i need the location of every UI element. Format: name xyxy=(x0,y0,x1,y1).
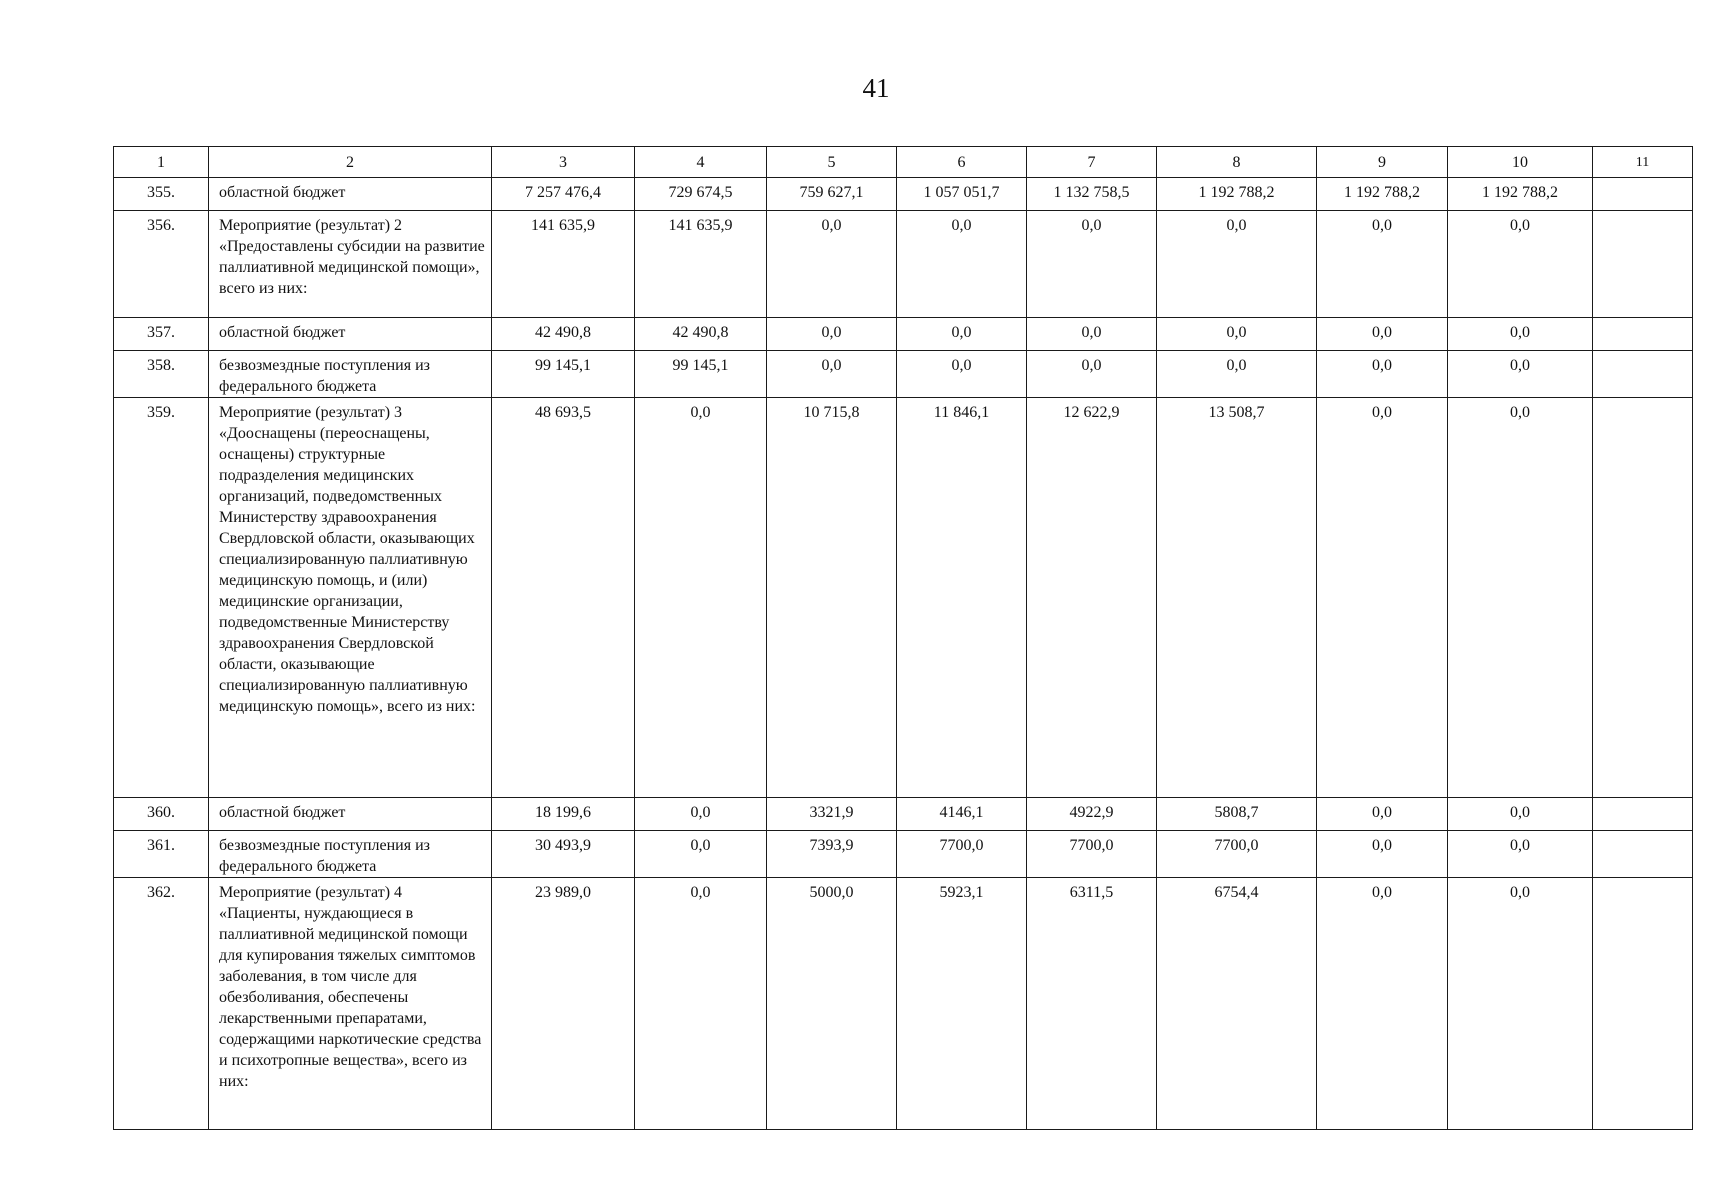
value-cell: 4146,1 xyxy=(897,798,1027,831)
value-cell: 0,0 xyxy=(897,318,1027,351)
value-cell: 0,0 xyxy=(635,878,767,1130)
row-name: безвозмездные поступления из федерального бюджета xyxy=(209,831,492,878)
value-cell: 0,0 xyxy=(1448,398,1593,798)
table-row xyxy=(114,878,1693,1130)
value-cell: 7700,0 xyxy=(1027,831,1157,878)
value-cell: 5000,0 xyxy=(767,878,897,1130)
column-number: 5 xyxy=(767,147,897,178)
value-cell: 23 989,0 xyxy=(492,878,635,1130)
value-cell: 0,0 xyxy=(897,211,1027,318)
value-cell: 0,0 xyxy=(635,798,767,831)
value-cell xyxy=(1593,398,1693,798)
column-number: 6 xyxy=(897,147,1027,178)
value-cell: 0,0 xyxy=(1317,318,1448,351)
value-cell: 0,0 xyxy=(1317,831,1448,878)
value-cell: 729 674,5 xyxy=(635,178,767,211)
value-cell xyxy=(1593,831,1693,878)
row-number: 357. xyxy=(114,318,209,351)
value-cell: 48 693,5 xyxy=(492,398,635,798)
column-number: 11 xyxy=(1593,147,1693,178)
value-cell: 99 145,1 xyxy=(492,351,635,398)
value-cell: 0,0 xyxy=(1027,211,1157,318)
column-number: 10 xyxy=(1448,147,1593,178)
value-cell: 10 715,8 xyxy=(767,398,897,798)
value-cell: 1 132 758,5 xyxy=(1027,178,1157,211)
column-number: 1 xyxy=(114,147,209,178)
value-cell: 7 257 476,4 xyxy=(492,178,635,211)
column-number: 3 xyxy=(492,147,635,178)
value-cell: 0,0 xyxy=(767,318,897,351)
table-row xyxy=(114,178,1693,211)
value-cell: 0,0 xyxy=(1157,351,1317,398)
value-cell: 7700,0 xyxy=(1157,831,1317,878)
value-cell: 6754,4 xyxy=(1157,878,1317,1130)
table-row xyxy=(114,318,1693,351)
value-cell: 7393,9 xyxy=(767,831,897,878)
value-cell: 3321,9 xyxy=(767,798,897,831)
value-cell: 0,0 xyxy=(1027,351,1157,398)
column-number-row xyxy=(114,147,1693,178)
value-cell xyxy=(1593,798,1693,831)
value-cell: 0,0 xyxy=(1448,211,1593,318)
value-cell: 1 192 788,2 xyxy=(1448,178,1593,211)
value-cell: 1 057 051,7 xyxy=(897,178,1027,211)
value-cell: 1 192 788,2 xyxy=(1317,178,1448,211)
value-cell xyxy=(1593,211,1693,318)
row-number: 360. xyxy=(114,798,209,831)
row-name: Мероприятие (результат) 2 «Предоставлены субсидии на развитие паллиативной медицинской помощи», всего из них: xyxy=(209,211,492,318)
column-number: 4 xyxy=(635,147,767,178)
value-cell xyxy=(1593,351,1693,398)
row-number: 361. xyxy=(114,831,209,878)
value-cell: 13 508,7 xyxy=(1157,398,1317,798)
value-cell: 0,0 xyxy=(1317,398,1448,798)
value-cell: 0,0 xyxy=(635,831,767,878)
column-number: 8 xyxy=(1157,147,1317,178)
value-cell: 5808,7 xyxy=(1157,798,1317,831)
value-cell: 0,0 xyxy=(635,398,767,798)
row-name: областной бюджет xyxy=(209,798,492,831)
value-cell: 0,0 xyxy=(1317,351,1448,398)
value-cell: 42 490,8 xyxy=(635,318,767,351)
value-cell: 12 622,9 xyxy=(1027,398,1157,798)
value-cell: 0,0 xyxy=(1317,211,1448,318)
value-cell: 11 846,1 xyxy=(897,398,1027,798)
table-row xyxy=(114,798,1693,831)
page-number: 41 xyxy=(862,73,890,103)
column-number: 9 xyxy=(1317,147,1448,178)
budget-table xyxy=(113,146,1693,1130)
value-cell: 1 192 788,2 xyxy=(1157,178,1317,211)
table-row xyxy=(114,211,1693,318)
value-cell: 0,0 xyxy=(1027,318,1157,351)
value-cell: 0,0 xyxy=(1157,211,1317,318)
row-number: 355. xyxy=(114,178,209,211)
row-name: безвозмездные поступления из федерального бюджета xyxy=(209,351,492,398)
value-cell: 0,0 xyxy=(1448,351,1593,398)
value-cell xyxy=(1593,318,1693,351)
row-number: 362. xyxy=(114,878,209,1130)
value-cell: 6311,5 xyxy=(1027,878,1157,1130)
value-cell: 0,0 xyxy=(1448,831,1593,878)
value-cell: 7700,0 xyxy=(897,831,1027,878)
value-cell: 141 635,9 xyxy=(635,211,767,318)
table-row xyxy=(114,398,1693,798)
value-cell: 18 199,6 xyxy=(492,798,635,831)
row-number: 358. xyxy=(114,351,209,398)
value-cell: 0,0 xyxy=(1448,878,1593,1130)
value-cell: 0,0 xyxy=(1157,318,1317,351)
row-name: областной бюджет xyxy=(209,318,492,351)
value-cell: 0,0 xyxy=(1317,798,1448,831)
value-cell: 30 493,9 xyxy=(492,831,635,878)
value-cell: 0,0 xyxy=(767,351,897,398)
value-cell: 0,0 xyxy=(897,351,1027,398)
row-name: Мероприятие (результат) 3 «Дооснащены (переоснащены, оснащены) структурные подразделения медицинских организаций, подведомственных Министерству здравоохранения Свердловской области, оказывающих специализированную паллиативную медицинскую помощь, и (или) медицинские организации, подведомственные Министерству здравоохранения Свердловской области, оказывающие специализированную паллиативную медицинскую помощь», всего из них: xyxy=(209,398,492,798)
value-cell: 5923,1 xyxy=(897,878,1027,1130)
row-number: 359. xyxy=(114,398,209,798)
table-row xyxy=(114,351,1693,398)
row-name: Мероприятие (результат) 4 «Пациенты, нуждающиеся в паллиативной медицинской помощи для купирования тяжелых симптомов заболевания, в том числе для обезболивания, обеспечены лекарственными препаратами, содержащими наркотические средства и психотропные вещества», всего из них: xyxy=(209,878,492,1130)
row-number: 356. xyxy=(114,211,209,318)
value-cell: 42 490,8 xyxy=(492,318,635,351)
value-cell: 99 145,1 xyxy=(635,351,767,398)
value-cell: 141 635,9 xyxy=(492,211,635,318)
value-cell: 0,0 xyxy=(1317,878,1448,1130)
value-cell: 4922,9 xyxy=(1027,798,1157,831)
value-cell xyxy=(1593,178,1693,211)
value-cell: 0,0 xyxy=(1448,318,1593,351)
value-cell: 759 627,1 xyxy=(767,178,897,211)
value-cell: 0,0 xyxy=(767,211,897,318)
value-cell xyxy=(1593,878,1693,1130)
value-cell: 0,0 xyxy=(1448,798,1593,831)
table-row xyxy=(114,831,1693,878)
column-number: 2 xyxy=(209,147,492,178)
column-number: 7 xyxy=(1027,147,1157,178)
row-name: областной бюджет xyxy=(209,178,492,211)
